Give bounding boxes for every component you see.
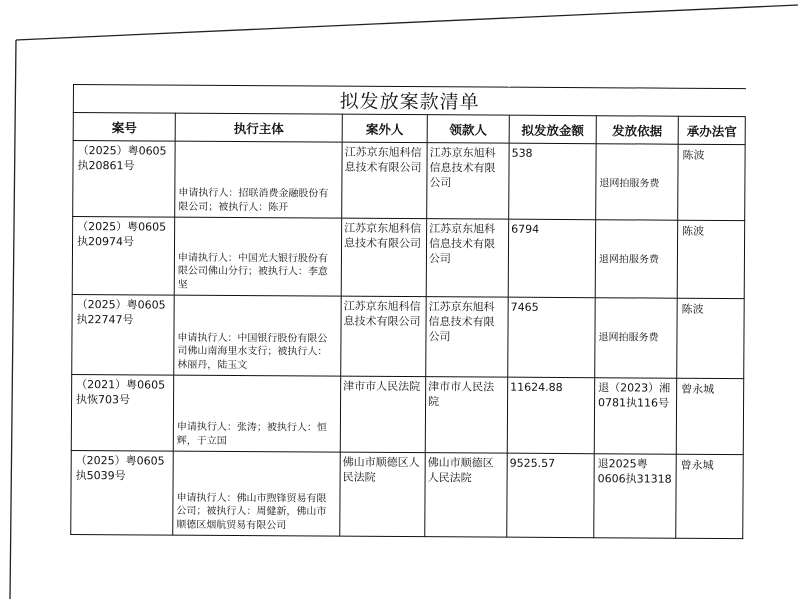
subject-cell (173, 451, 341, 536)
officer-cell: 曾永城 (676, 454, 744, 538)
amount-cell: 6794 (508, 219, 595, 298)
column-header-payee: 领款人 (427, 115, 509, 144)
officer-cell: 曾永城 (676, 378, 744, 454)
outsider-cell: 津市市人民法院 (340, 376, 425, 453)
outsider-cell: 佛山市顺德区人民法院 (340, 452, 426, 537)
subject-cell (174, 295, 341, 376)
amount-cell: 538 (509, 143, 596, 220)
amount-cell: 9525.57 (507, 453, 595, 538)
table-row (71, 450, 744, 538)
case-number-cell: （2025）粤0605执20974号 (72, 217, 174, 296)
subject-text: 申请执行人：张涛；被执行人：恒辉，于立国 (176, 421, 327, 447)
case-number-cell: （2021）粤0605执恢703号 (71, 374, 173, 451)
case-number-cell: （2025）粤0605执20861号 (73, 141, 175, 218)
column-header-case-no: 案号 (73, 113, 175, 142)
basis-cell (595, 298, 677, 378)
column-header-amount: 拟发放金额 (509, 115, 596, 144)
outsider-cell: 江苏京东旭科信息技术有限公司 (341, 296, 426, 377)
basis-text: 退网拍服务费 (598, 254, 659, 266)
column-header-basis: 发放依据 (596, 116, 678, 145)
basis-text: 退网拍服务费 (599, 178, 660, 190)
column-header-subject: 执行主体 (175, 113, 342, 142)
basis-cell: 退2025粤0606执31318 (594, 454, 677, 538)
column-header-officer: 承办法官 (678, 116, 745, 144)
officer-cell: 陈波 (677, 298, 745, 378)
outsider-cell: 江苏京东旭科信息技术有限公司 (342, 142, 427, 219)
document-title: 拟发放案款清单 (73, 85, 745, 117)
basis-text: 退网拍服务费 (598, 332, 659, 344)
payee-cell: 佛山市顺德区人民法院 (425, 453, 508, 537)
subject-text: 申请执行人：佛山市煦锋贸易有限公司；被执行人：周健新，佛山市顺德区烟航贸易有限公司 (176, 492, 327, 531)
table-row (73, 141, 746, 221)
payee-cell: 江苏京东旭科信息技术有限公司 (427, 143, 509, 219)
subject-text: 申请执行人：招联消费金融股份有限公司；被执行人：陈开 (178, 187, 329, 213)
amount-cell: 11624.88 (507, 377, 594, 454)
subject-text: 申请执行人：中国银行股份有限公司佛山南海里水支行；被执行人：林丽丹，陆玉文 (177, 332, 328, 371)
column-header-outsider: 案外人 (342, 114, 427, 143)
payee-cell: 江苏京东旭科信息技术有限公司 (426, 297, 508, 377)
officer-cell: 陈波 (677, 220, 745, 298)
table-row (72, 294, 745, 378)
amount-cell: 7465 (508, 297, 595, 378)
document-sheet (70, 84, 745, 539)
basis-cell (596, 144, 678, 220)
officer-cell: 陈波 (678, 144, 746, 220)
basis-cell: 退（2023）湘0781执116号 (594, 378, 676, 454)
case-number-cell: （2025）粤0605执22747号 (72, 294, 174, 375)
payment-list-table (70, 84, 746, 539)
table-row (71, 374, 744, 454)
subject-cell (174, 217, 341, 296)
payee-cell: 江苏京东旭科信息技术有限公司 (426, 219, 508, 297)
table-row (72, 217, 745, 299)
payee-cell: 津市市人民法院 (425, 377, 507, 453)
basis-cell (595, 220, 677, 298)
table-header-row (73, 113, 745, 145)
outsider-cell: 江苏京东旭科信息技术有限公司 (341, 218, 426, 297)
subject-cell (175, 141, 342, 218)
subject-cell (173, 375, 340, 452)
case-number-cell: （2025）粤0605执5039号 (71, 450, 174, 535)
subject-text: 申请执行人：中国光大银行股份有限公司佛山分行；被执行人：李意坚 (177, 252, 328, 291)
